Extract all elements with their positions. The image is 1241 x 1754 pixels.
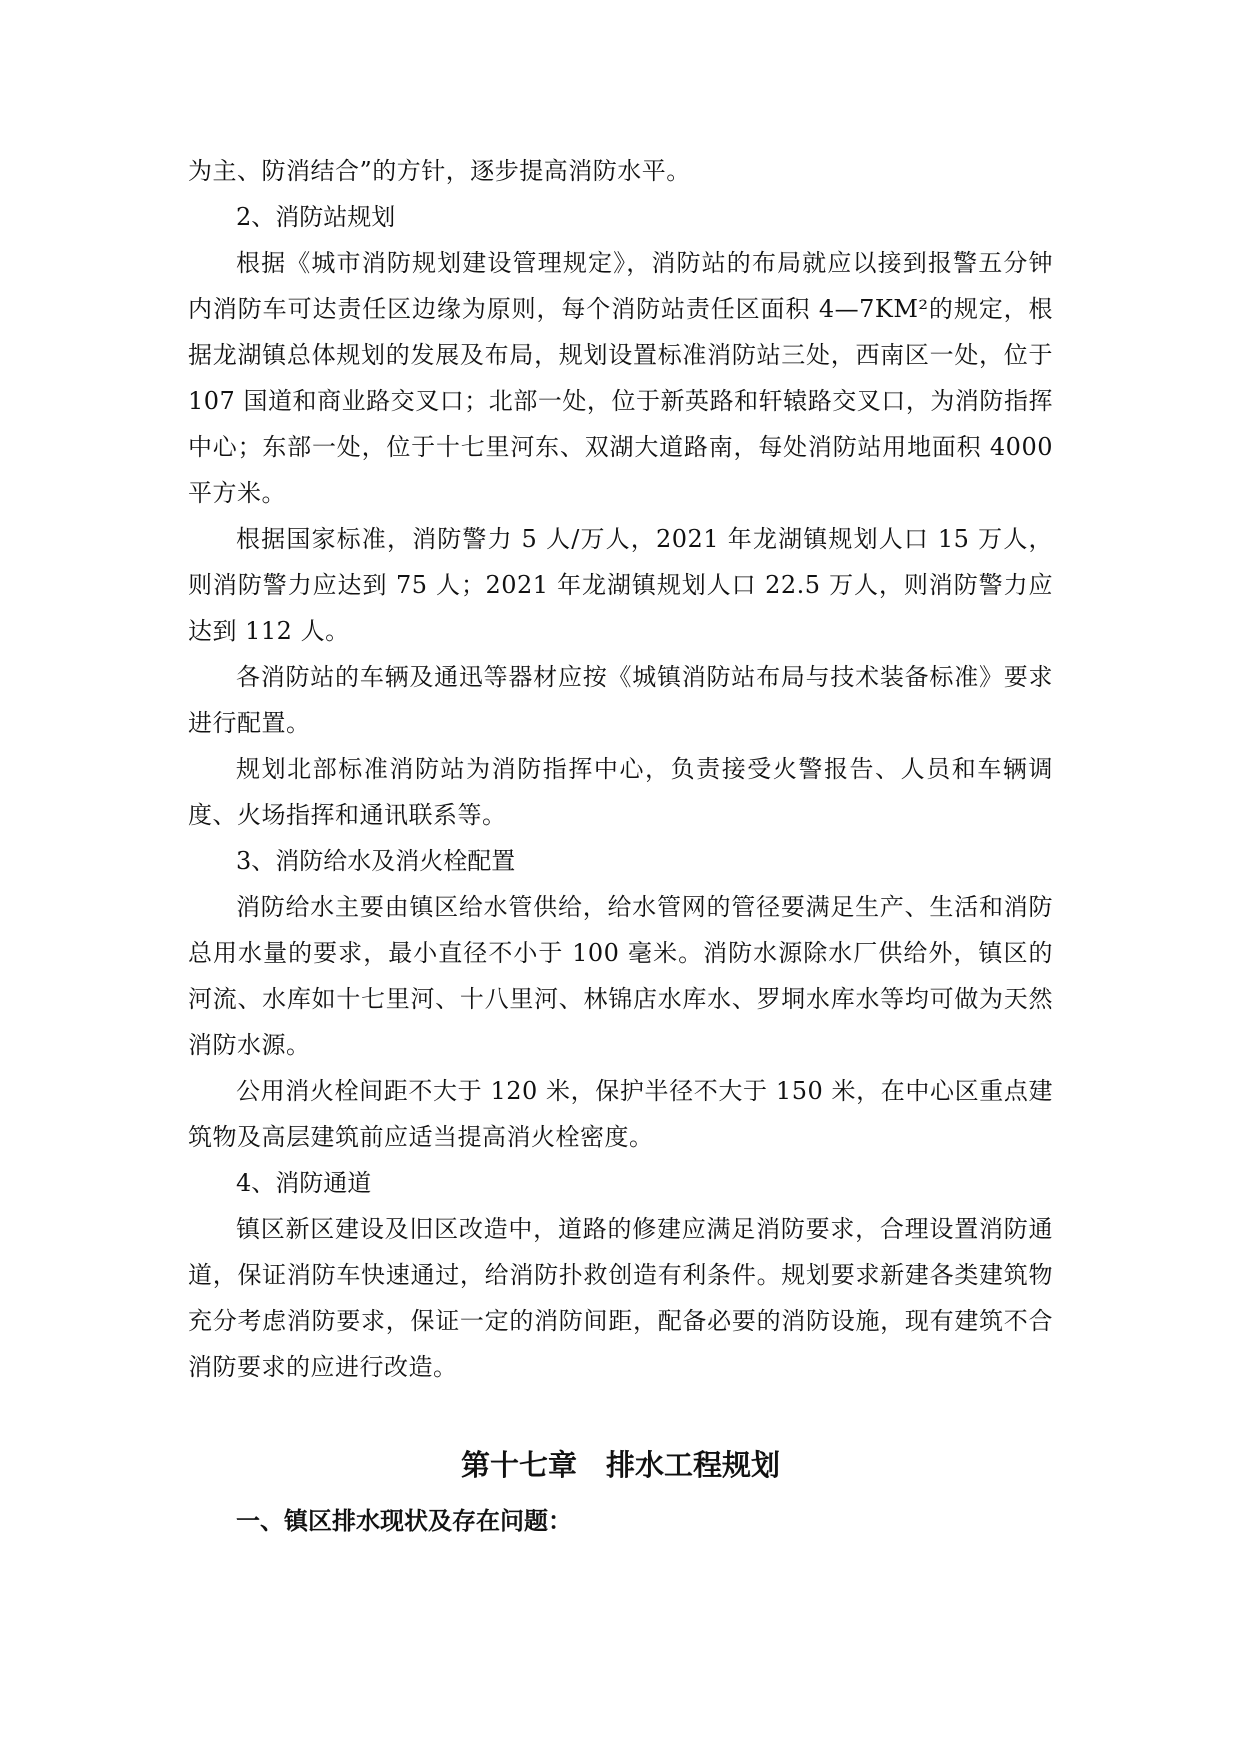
paragraph-fire-police-force: 根据国家标准，消防警力 5 人/万人，2021 年龙湖镇规划人口 15 万人，则消防警力应达到 75 人；2021 年龙湖镇规划人口 22.5 万人，则消防警力应达到 112 人。	[188, 525, 1053, 645]
paragraph-command-center: 规划北部标准消防站为消防指挥中心，负责接受火警报告、人员和车辆调度、火场指挥和通讯联系等。	[188, 755, 1053, 829]
subheading-fire-station-planning: 2、消防站规划	[236, 203, 396, 231]
paragraph-water-supply: 消防给水主要由镇区给水管供给，给水管网的管径要满足生产、生活和消防总用水量的要求，最小直径不小于 100 毫米。消防水源除水厂供给外，镇区的河流、水库如十七里河、十八里河、林锦店水库水、罗垌水库水等均可做为天然消防水源。	[188, 893, 1053, 1059]
paragraph-hydrant-spacing: 公用消火栓间距不大于 120 米，保护半径不大于 150 米，在中心区重点建筑物及高层建筑前应适当提高消火栓密度。	[188, 1077, 1053, 1151]
paragraph-equipment-config: 各消防站的车辆及通迅等器材应按《城镇消防站布局与技术装备标准》要求进行配置。	[188, 663, 1053, 737]
page-content	[188, 148, 1053, 1544]
chapter-title: 第十七章 排水工程规划	[460, 1448, 780, 1482]
continued-paragraph: 为主、防消结合”的方针，逐步提高消防水平。	[188, 157, 691, 185]
paragraph-fire-access: 镇区新区建设及旧区改造中，道路的修建应满足消防要求，合理设置消防通道，保证消防车快速通过，给消防扑救创造有利条件。规划要求新建各类建筑物充分考虑消防要求，保证一定的消防间距，配备必要的消防设施，现有建筑不合消防要求的应进行改造。	[188, 1215, 1053, 1381]
subheading-fire-access: 4、消防通道	[236, 1169, 372, 1197]
section-title: 一、镇区排水现状及存在问题：	[236, 1507, 572, 1535]
subheading-water-supply-hydrants: 3、消防给水及消火栓配置	[236, 847, 516, 875]
paragraph-fire-station-layout: 根据《城市消防规划建设管理规定》，消防站的布局就应以接到报警五分钟内消防车可达责任区边缘为原则，每个消防站责任区面积 4—7KM²的规定，根据龙湖镇总体规划的发展及布局，规划设置标准消防站三处，西南区一处，位于 107 国道和商业路交叉口；北部一处，位于新英路和轩辕路交叉口，为消防指挥中心；东部一处，位于十七里河东、双湖大道路南，每处消防站用地面积 4000 平方米。	[188, 249, 1053, 507]
